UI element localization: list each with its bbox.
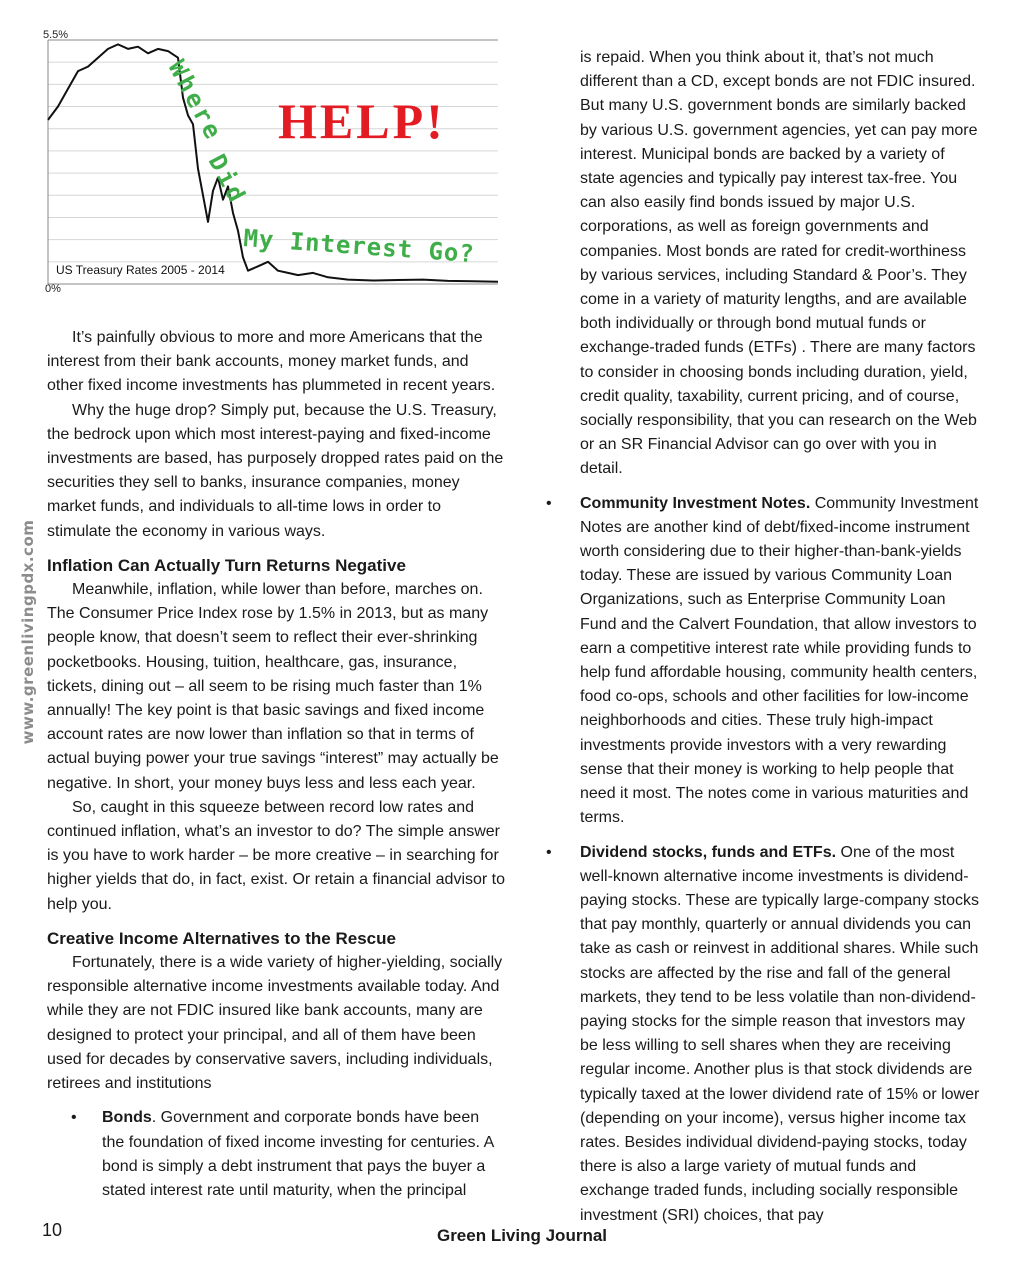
bonds-text: . Government and corporate bonds have been the foundation of fixed income investing for centuries. A bond is simply a debt instrument that pays the buyer a stated interest rate until maturity, when the principal bbox=[102, 1109, 494, 1199]
side-url: www.greenlivingpdx.com bbox=[19, 519, 37, 745]
dividend-text: One of the most well-known alternative income investments is dividend-paying stocks. These are typically large-company stocks that pay monthly, quarterly or annual dividends you can take as cash or reinvest in additional shares. While such stocks are affected by the rise and fall of the general markets, they tend to be less volatile than non-dividend-paying stocks for the simple reason that investors may be less willing to sell shares when they are receiving regular income. Another plus is that stock dividends are typically taxed at the lower dividend rate of 15% or lower (depending on your income), versus higher income tax rates. Besides individual dividend-paying stocks, today there is also a large variety of mutual funds and exchange traded funds, including socially responsible investment (SRI) choices, that pay bbox=[580, 843, 980, 1224]
intro-paragraph: It’s painfully obvious to more and more Americans that the interest from their bank accounts, money market funds, and other fixed income investments has plummeted in recent years. bbox=[47, 329, 496, 395]
squeeze-paragraph: So, caught in this squeeze between record low rates and continued inflation, what’s an investor to do? The simple answer is you have to work harder – be more creative – in searching for higher yields that do, in fact, exist. Or retain a financial advisor to help you. bbox=[47, 798, 506, 913]
bullet-dividend-stocks bbox=[546, 841, 980, 1228]
my-interest-go-annotation: My Interest Go? bbox=[242, 224, 476, 269]
treasury-rates-chart bbox=[40, 26, 510, 298]
y-tick-bottom: 0% bbox=[45, 283, 61, 295]
help-annotation: HELP! bbox=[278, 93, 446, 149]
bullet-dot: • bbox=[71, 1109, 77, 1127]
publication-title: Green Living Journal bbox=[436, 1226, 608, 1245]
creative-paragraph: Fortunately, there is a wide variety of higher-yielding, socially responsible alternative income investments available today. And while they are not FDIC insured like bank accounts, many are designed to protect your principal, and all of them have been used for decades by conservative savers, including individuals, retirees and institutions bbox=[47, 954, 503, 1093]
left-column bbox=[47, 326, 505, 1203]
dividend-label: Dividend stocks, funds and ETFs. bbox=[580, 843, 837, 861]
y-tick-top: 5.5% bbox=[43, 29, 69, 41]
heading-inflation: Inflation Can Actually Turn Returns Negative bbox=[47, 555, 406, 575]
heading-creative: Creative Income Alternatives to the Rescue bbox=[47, 928, 396, 948]
why-paragraph: Why the huge drop? Simply put, because the U.S. Treasury, the bedrock upon which most interest-paying and fixed-income investments are based, has purposely dropped rates paid on the securities they sell to banks, insurance companies, money market funds, and individuals to all-time lows in order to stimulate the economy in various ways. bbox=[47, 401, 504, 540]
bonds-continued-paragraph: is repaid. When you think about it, that’s not much different than a CD, except bonds are not FDIC insured. But many U.S. government bonds are similarly backed by various U.S. government agencies, yet can pay more interest. Municipal bonds are backed by a variety of state agencies and typically pay interest tax-free. You can also easily find bonds issued by major U.S. corporations, as well as foreign governments and companies. Most bonds are rated for credit-worthiness by various services, including Standard & Poor’s. They come in a variety of maturity lengths, and are available both individually or through bond mutual funds or exchange-traded funds (ETFs) . There are many factors to consider in choosing bonds including duration, yield, credit quality, taxability, current pricing, and of course, socially responsibility, that you can research on the Web or an SR Financial Advisor can go over with you in detail. bbox=[580, 49, 978, 478]
did-annotation: Did bbox=[202, 149, 253, 210]
bonds-label: Bonds bbox=[102, 1109, 152, 1127]
inflation-paragraph: Meanwhile, inflation, while lower than before, marches on. The Consumer Price Index rose by 1.5% in 2013, but as many people know, that doesn’t seem to reflect their ever-shrinking pocketbooks. Housing, tuition, healthcare, gas, insurance, tickets, dining out – all seem to be rising much faster than 1% annually! The key point is that basic savings and fixed income account rates are now lower than inflation so that in terms of actual buying power your true savings “interest” may actually be negative. In short, your money buys less and less each year. bbox=[47, 581, 499, 792]
bullet-dot: • bbox=[546, 843, 552, 861]
where-annotation: Where bbox=[162, 55, 229, 146]
cin-label: Community Investment Notes. bbox=[580, 494, 811, 512]
right-column bbox=[546, 46, 980, 1228]
cin-text: Community Investment Notes are another kind of debt/fixed-income instrument worth considering due to their higher-than-bank-yields today. These are issued by various Community Loan Organizations, such as Enterprise Community Loan Fund and the Calvert Foundation, that allow investors to earn a competitive interest rate while providing funds to help fund affordable housing, community health centers, food co-ops, schools and other facilities for low-income neighborhoods and cities. These truly high-impact investments provide investors with a very rewarding sense that their money is working to help people that need it most. The notes come in various maturities and terms. bbox=[580, 494, 979, 827]
bullet-bonds bbox=[47, 1106, 505, 1203]
chart-title: US Treasury Rates 2005 - 2014 bbox=[56, 263, 225, 277]
bullet-dot: • bbox=[546, 494, 552, 512]
page-number: 10 bbox=[42, 1220, 63, 1240]
bullet-community-investment-notes bbox=[546, 492, 980, 831]
chart-svg bbox=[40, 26, 510, 298]
